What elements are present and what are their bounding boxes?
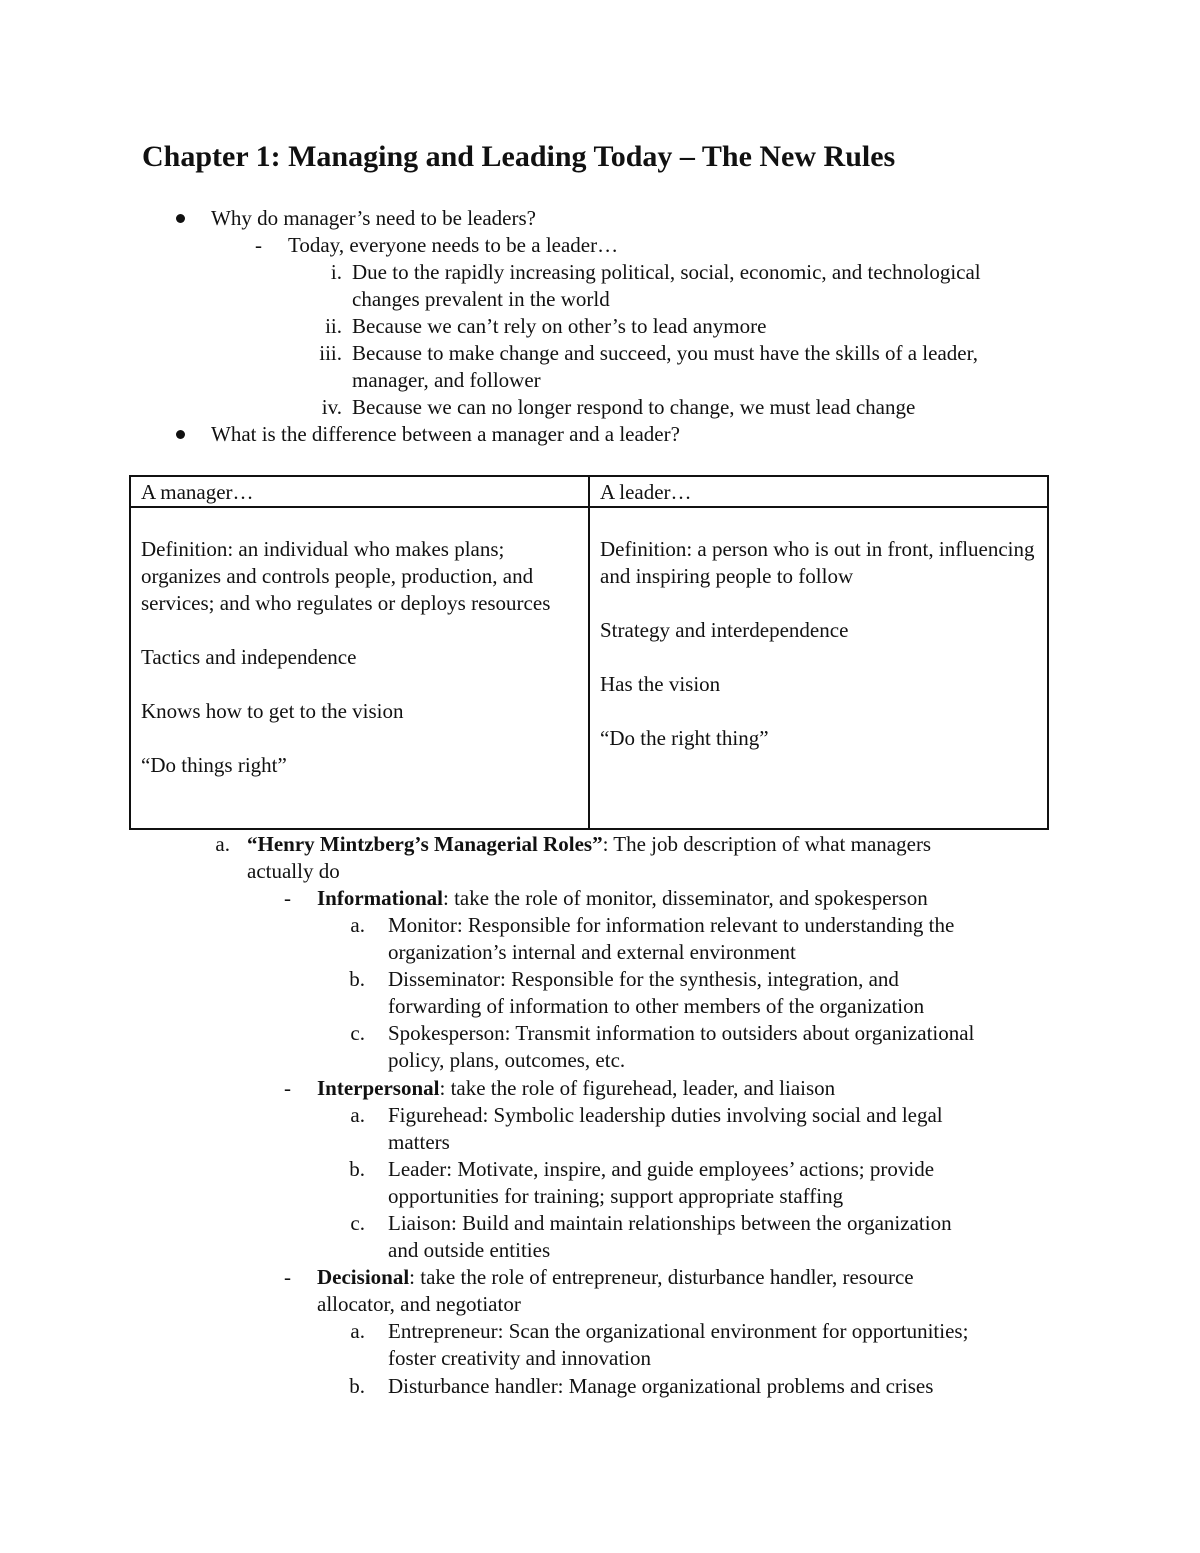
role-line: organization’s internal and external environment (388, 940, 796, 964)
role-group-interpersonal (317, 1075, 835, 1102)
role-marker: b. (349, 1157, 365, 1181)
role-group-desc: : take the role of figurehead, leader, and liaison (439, 1076, 836, 1100)
question-1-subpoint: Today, everyone needs to be a leader… (288, 233, 619, 257)
reason-marker: iv. (321, 395, 342, 419)
role-group-name: Interpersonal (317, 1076, 440, 1100)
reason-marker: ii. (325, 314, 342, 338)
page-title: Chapter 1: Managing and Leading Today – The New Rules (142, 140, 896, 173)
manager-trait: Knows how to get to the vision (141, 699, 404, 723)
reason-line: Because to make change and succeed, you must have the skills of a leader, (352, 341, 979, 365)
leader-trait: Has the vision (600, 672, 721, 696)
role-marker: c. (350, 1021, 365, 1045)
reason-marker: iii. (319, 341, 342, 365)
mintzberg-marker: a. (215, 832, 230, 856)
role-marker: b. (349, 1374, 365, 1398)
role-group-desc: : take the role of monitor, disseminator, and spokesperson (443, 886, 928, 910)
dash-marker: - (284, 1076, 291, 1100)
mintzberg-desc-cont: actually do (247, 859, 340, 883)
role-group-desc: : take the role of entrepreneur, disturbance handler, resource (409, 1265, 914, 1289)
reason-line: Because we can no longer respond to change, we must lead change (352, 395, 916, 419)
role-marker: a. (350, 1319, 365, 1343)
reason-line: changes prevalent in the world (352, 287, 610, 311)
role-marker: c. (350, 1211, 365, 1235)
reason-line: Due to the rapidly increasing political, social, economic, and technological (352, 260, 981, 284)
role-marker: a. (350, 1103, 365, 1127)
mintzberg-desc: : The job description of what managers (602, 832, 932, 856)
role-line: Entrepreneur: Scan the organizational environment for opportunities; (388, 1319, 969, 1343)
role-line: Monitor: Responsible for information relevant to understanding the (388, 913, 955, 937)
reason-line: manager, and follower (352, 368, 541, 392)
manager-leader-table (129, 475, 1049, 830)
role-group-informational (317, 885, 928, 912)
leader-header: A leader… (589, 476, 1048, 507)
leader-quote: “Do the right thing” (600, 726, 769, 750)
dash-marker: - (284, 886, 291, 910)
role-line: forwarding of information to other members of the organization (388, 994, 925, 1018)
reason-line: Because we can’t rely on other’s to lead anymore (352, 314, 767, 338)
dash-marker: - (255, 233, 262, 257)
role-line: Spokesperson: Transmit information to outsiders about organizational (388, 1021, 975, 1045)
mintzberg-title: “Henry Mintzberg’s Managerial Roles” (247, 832, 603, 856)
question-2: What is the difference between a manager and a leader? (211, 422, 680, 446)
role-group-desc-cont: allocator, and negotiator (317, 1292, 521, 1316)
role-line: Disturbance handler: Manage organizational problems and crises (388, 1374, 934, 1398)
bullet-icon (176, 214, 185, 223)
role-group-name: Decisional (317, 1265, 410, 1289)
role-marker: b. (349, 967, 365, 991)
leader-cell (589, 507, 1048, 829)
role-line: opportunities for training; support appropriate staffing (388, 1184, 844, 1208)
role-marker: a. (350, 913, 365, 937)
manager-header: A manager… (130, 476, 589, 507)
role-line: Liaison: Build and maintain relationships between the organization (388, 1211, 952, 1235)
table-header-row (130, 476, 1048, 507)
leader-trait: Strategy and interdependence (600, 618, 849, 642)
manager-quote: “Do things right” (141, 753, 287, 777)
role-line: matters (388, 1130, 450, 1154)
role-group-name: Informational (317, 886, 443, 910)
leader-definition: Definition: a person who is out in front, influencing and inspiring people to follow (600, 537, 1035, 588)
role-line: policy, plans, outcomes, etc. (388, 1048, 626, 1072)
table-row (130, 507, 1048, 829)
question-1: Why do manager’s need to be leaders? (211, 206, 536, 230)
reason-marker: i. (330, 260, 342, 284)
role-line: Disseminator: Responsible for the synthesis, integration, and (388, 967, 899, 991)
manager-cell (130, 507, 589, 829)
manager-trait: Tactics and independence (141, 645, 357, 669)
role-line: foster creativity and innovation (388, 1346, 652, 1370)
mintzberg-heading (247, 831, 931, 858)
role-line: and outside entities (388, 1238, 551, 1262)
role-line: Leader: Motivate, inspire, and guide employees’ actions; provide (388, 1157, 935, 1181)
manager-definition: Definition: an individual who makes plans; organizes and controls people, production, and services; and who regulates or deploys resources (141, 537, 551, 615)
dash-marker: - (284, 1265, 291, 1289)
role-line: Figurehead: Symbolic leadership duties involving social and legal (388, 1103, 943, 1127)
role-group-decisional (317, 1264, 914, 1291)
bullet-icon (176, 430, 185, 439)
